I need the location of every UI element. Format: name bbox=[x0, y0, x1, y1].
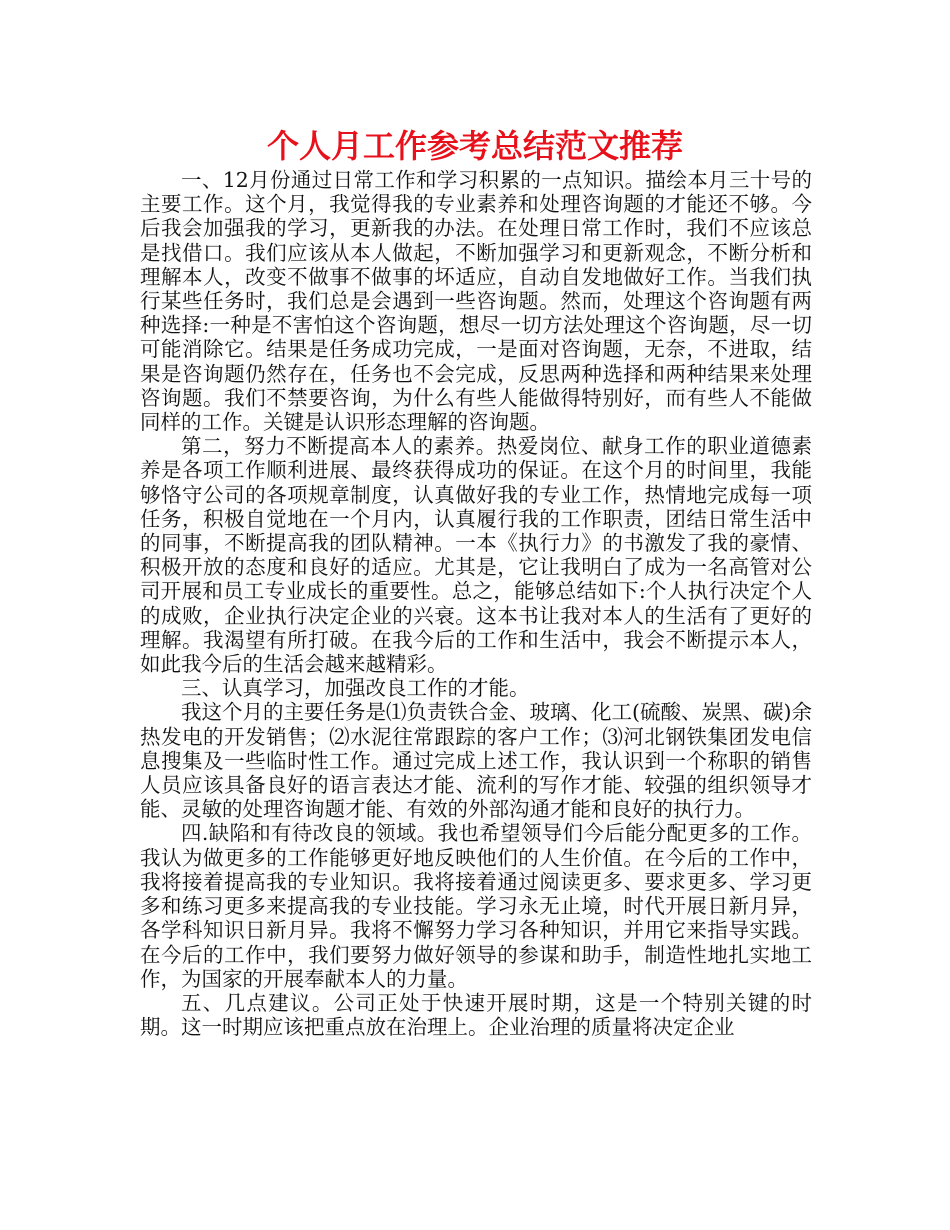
document-body bbox=[140, 168, 812, 1039]
paragraph-5: 四.缺陷和有待改良的领域。我也希望领导们今后能分配更多的工作。我认为做更多的工作能够更好地反映他们的人生价值。在今后的工作中，我将接着提高我的专业知识。我将接着通过阅读更多、要求更多、学习更多和练习更多来提高我的专业技能。学习永无止境，时代开展日新月异，各学科知识日新月异。我将不懈努力学习各种知识，并用它来指导实践。在今后的工作中，我们要努力做好领导的参谋和助手，制造性地扎实地工作，为国家的开展奉献本人的力量。 bbox=[140, 821, 812, 991]
paragraph-3: 三、认真学习，加强改良工作的才能。 bbox=[181, 676, 530, 701]
document-title: 个人月工作参考总结范文推荐 bbox=[266, 127, 683, 165]
paragraph-6: 五、几点建议。公司正处于快速开展时期，这是一个特别关键的时期。这一时期应该把重点放在治理上。企业治理的质量将决定企业 bbox=[140, 990, 812, 1040]
paragraph-4: 我这个月的主要任务是⑴负责铁合金、玻璃、化工(硫酸、炭黑、碳)余热发电的开发销售；⑵水泥往常跟踪的客户工作；⑶河北钢铁集团发电信息搜集及一些临时性工作。通过完成上述工作，我认识到一个称职的销售人员应该具备良好的语言表达才能、流利的写作才能、较强的组织领导才能、灵敏的处理咨询题才能、有效的外部沟通才能和良好的执行力。 bbox=[140, 700, 812, 822]
paragraph-1: 一、12月份通过日常工作和学习积累的一点知识。描绘本月三十号的主要工作。这个月，我觉得我的专业素养和处理咨询题的才能还不够。今后我会加强我的学习，更新我的办法。在处理日常工作时，我们不应该总是找借口。我们应该从本人做起，不断加强学习和更新观念，不断分析和理解本人，改变不做事不做事的坏适应，自动自发地做好工作。当我们执行某些任务时，我们总是会遇到一些咨询题。然而，处理这个咨询题有两种选择:一种是不害怕这个咨询题，想尽一切方法处理这个咨询题，尽一切可能消除它。结果是任务成功完成，一是面对咨询题，无奈，不进取，结果是咨询题仍然存在，任务也不会完成，反思两种选择和两种结果来处理咨询题。我们不禁要咨询，为什么有些人能做得特别好，而有些人不能做同样的工作。关键是认识形态理解的咨询题。 bbox=[140, 168, 812, 435]
paragraph-2: 第二，努力不断提高本人的素养。热爱岗位、献身工作的职业道德素养是各项工作顺利进展、最终获得成功的保证。在这个月的时间里，我能够恪守公司的各项规章制度，认真做好我的专业工作，热情地完成每一项任务，积极自觉地在一个月内，认真履行我的工作职责，团结日常生活中的同事，不断提高我的团队精神。一本《执行力》的书激发了我的豪情、积极开放的态度和良好的适应。尤其是，它让我明白了成为一名高管对公司开展和员工专业成长的重要性。总之，能够总结如下:个人执行决定个人的成败，企业执行决定企业的兴衰。这本书让我对本人的生活有了更好的理解。我渴望有所打破。在我今后的工作和生活中，我会不断提示本人，如此我今后的生活会越来越精彩。 bbox=[140, 434, 812, 677]
